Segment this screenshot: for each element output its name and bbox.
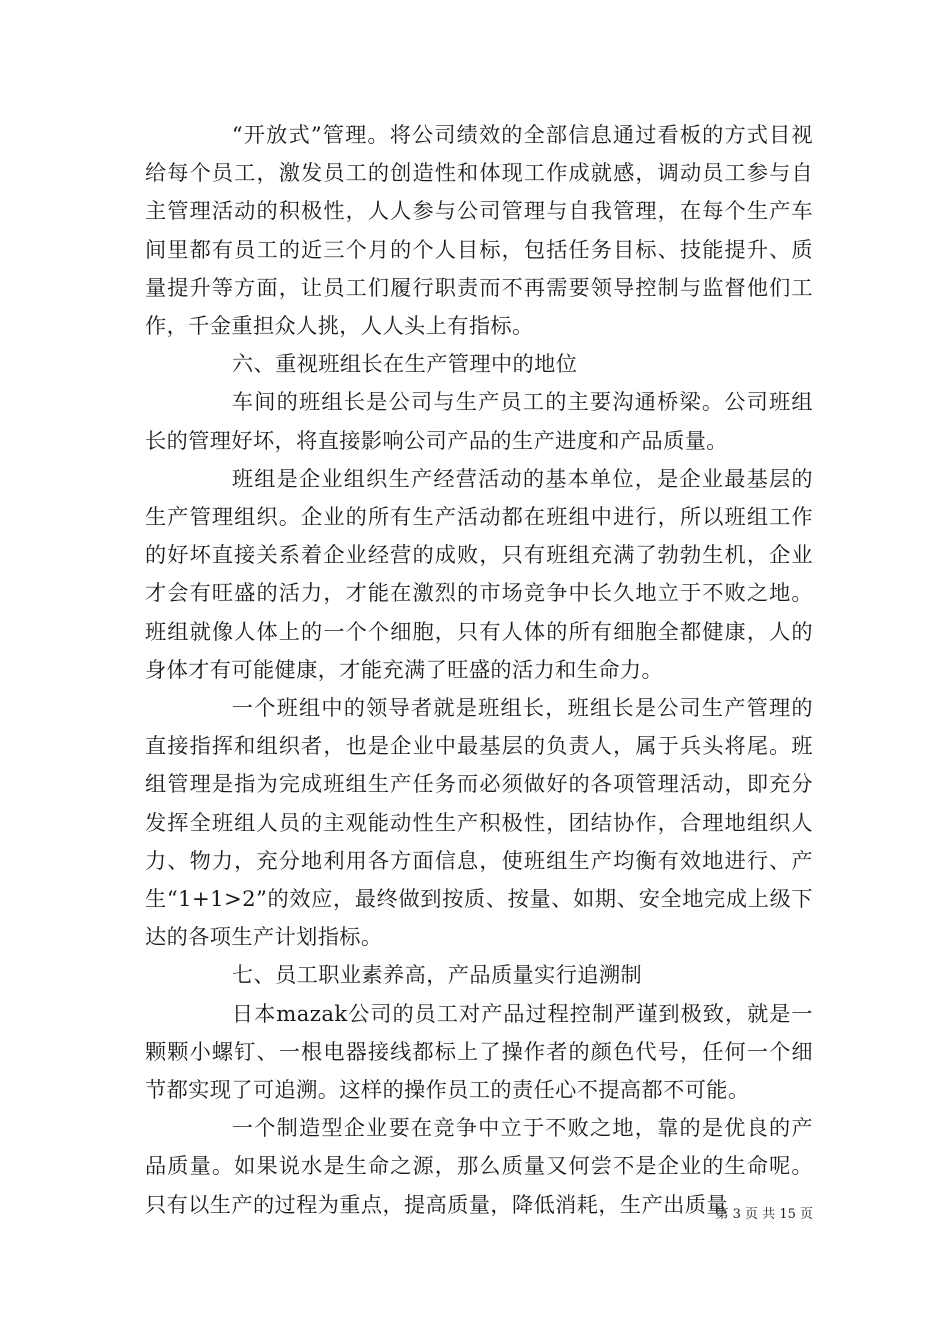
paragraph-team-leader-bridge: 车间的班组长是公司与生产员工的主要沟通桥梁。公司班组长的管理好坏，将直接影响公司产品的生产进度和产品质量。 [145, 389, 813, 453]
page-number: 第 3 页 共 15 页 [715, 1207, 813, 1222]
section-heading-7: 七、员工职业素养高，产品质量实行追溯制 [231, 962, 643, 988]
paragraph-open-management: “开放式”管理。将公司绩效的全部信息通过看板的方式目视给每个员工，激发员工的创造性和体现工作成就感，调动员工参与自主管理活动的积极性，人人参与公司管理与自我管理，在每个生产车间里都有员工的近三个月的个人目标，包括任务目标、技能提升、质量提升等方面，让员工们履行职责而不再需要领导控制与监督他们工作，千金重担众人挑，人人头上有指标。 [145, 122, 813, 339]
document-body [145, 116, 813, 1224]
paragraph-mazak-traceability: 日本mazak公司的员工对产品过程控制严谨到极致，就是一颗颗小螺钉、一根电器接线都标上了操作者的颜色代号，任何一个细节都实现了可追溯。这样的操作员工的责任心不提高都不可能。 [145, 1000, 813, 1103]
paragraph-product-quality: 一个制造型企业要在竞争中立于不败之地，靠的是优良的产品质量。如果说水是生命之源，那么质量又何尝不是企业的生命呢。只有以生产的过程为重点，提高质量，降低消耗，生产出质量 [145, 1115, 813, 1217]
section-heading-6: 六、重视班组长在生产管理中的地位 [231, 351, 578, 377]
paragraph-team-leader-role: 一个班组中的领导者就是班组长，班组长是公司生产管理的直接指挥和组织者，也是企业中最基层的负责人，属于兵头将尾。班组管理是指为完成班组生产任务而必须做好的各项管理活动，即充分发挥全班组人员的主观能动性生产积极性，团结协作，合理地组织人力、物力，充分地利用各方面信息，使班组生产均衡有效地进行、产生“1+1>2”的效应，最终做到按质、按量、如期、安全地完成上级下达的各项生产计划指标。 [145, 695, 813, 950]
paragraph-team-basic-unit: 班组是企业组织生产经营活动的基本单位，是企业最基层的生产管理组织。企业的所有生产活动都在班组中进行，所以班组工作的好坏直接关系着企业经营的成败，只有班组充满了勃勃生机，企业才会有旺盛的活力，才能在激烈的市场竞争中长久地立于不败之地。班组就像人体上的一个个细胞，只有人体的所有细胞全都健康，人的身体才有可能健康，才能充满了旺盛的活力和生命力。 [145, 465, 813, 682]
